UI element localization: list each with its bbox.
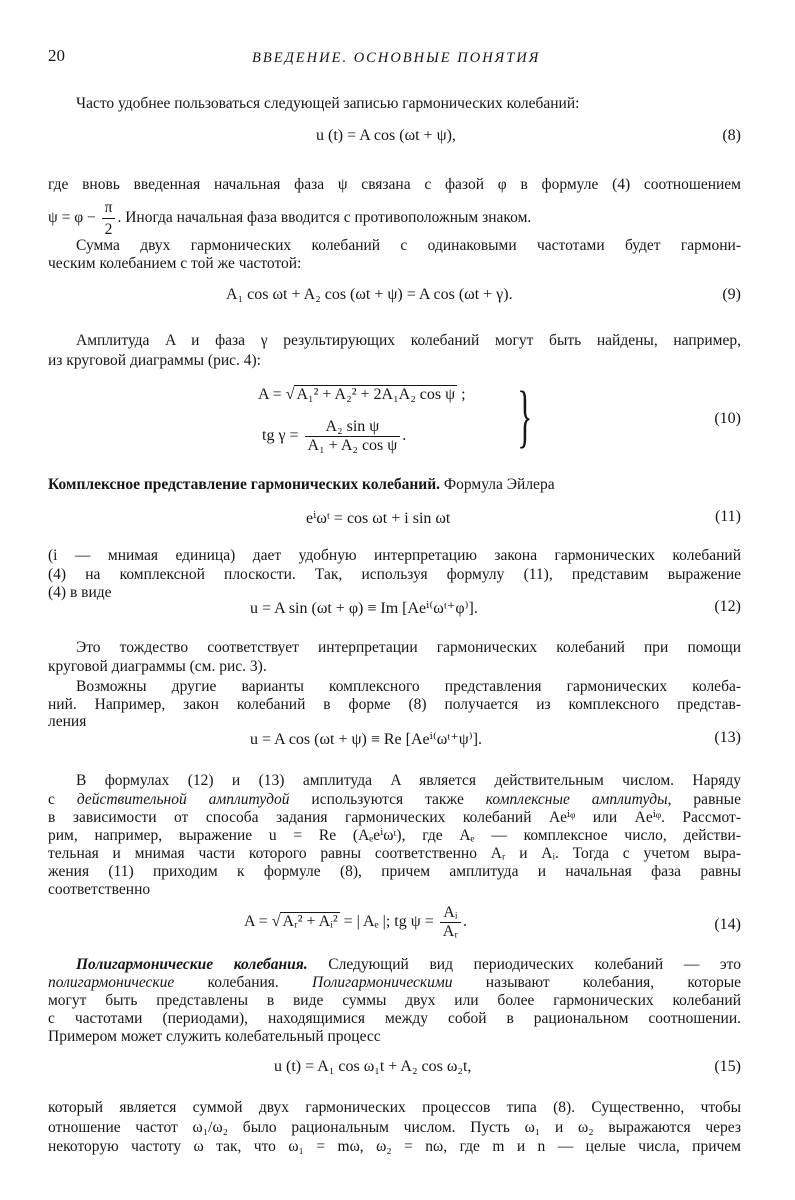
text-segment: колебания.: [174, 974, 313, 991]
equation-number-15: (15): [714, 1058, 741, 1075]
equation-part: ;: [457, 386, 466, 403]
text-line: Примером может служить колебательный процесс: [48, 1028, 381, 1045]
text-line: могут быть представлены в виде суммы двух или более гармонических колебаний: [48, 992, 741, 1009]
right-brace: }: [517, 378, 533, 455]
text-segment: с: [48, 791, 77, 808]
equation-9: A₁ cos ωt + A₂ cos (ωt + ψ) = A cos (ωt + γ).: [226, 286, 513, 303]
text-line: ний. Например, закон колебаний в форме (8) получается из комплексного представ-: [48, 696, 741, 713]
equation-number-14: (14): [714, 916, 741, 933]
text-line: Часто удобнее пользоваться следующей записью гармонических колебаний:: [76, 95, 580, 112]
text-line: с частотами (периодами), находящимися между собой в рациональном соотношении.: [48, 1010, 741, 1027]
equation-13: u = A cos (ωt + ψ) ≡ Re [Aeⁱ⁽ωᵗ⁺ψ⁾].: [250, 731, 483, 748]
equation-15: u (t) = A₁ cos ω₁t + A₂ cos ω₂t,: [274, 1058, 472, 1075]
equation-number-8: (8): [722, 127, 741, 144]
text-segment: называют колебания, которые: [452, 974, 741, 991]
square-root-content: Aᵣ² + Aᵢ²: [282, 913, 338, 931]
text-line: некоторую частоту ω так, что ω₁ = mω, ω₂ = nω, где m и n — целые числа, причем: [48, 1138, 741, 1155]
text-line: (i — мнимая единица) дает удобную интерпретацию закона гармонических колебаний: [48, 547, 741, 564]
equation-part: A = √: [244, 913, 281, 931]
page-number: 20: [48, 46, 65, 65]
text-line: ческим колебанием с той же частотой:: [48, 255, 302, 272]
equation-part: = | Aₑ |; tg ψ =: [339, 913, 438, 931]
text-segment: . Иногда начальная фаза вводится с противоположным знаком.: [117, 209, 532, 227]
text-segment: Следующий вид периодических колебаний — это: [307, 956, 741, 973]
equation-number-13: (13): [714, 729, 741, 746]
text-line: Сумма двух гармонических колебаний с одинаковыми частотами будет гармони-: [76, 237, 741, 254]
text-line: тельная и мнимая части которого равны соответственно Aᵣ и Aᵢ. Тогда с учетом выра-: [48, 845, 741, 862]
section-heading: Комплексное представление гармонических колебаний.: [48, 476, 441, 493]
text-line: Возможны другие варианты комплексного представления гармонических колеба-: [76, 678, 741, 695]
text-line: жения (11) приходим к формуле (8), причем амплитуда и начальная фаза равны: [48, 863, 741, 880]
fraction-numerator: A₂ sin ψ: [305, 418, 401, 437]
equation-10-amplitude: [258, 386, 466, 404]
fraction-numerator: π: [102, 197, 116, 219]
emphasis: Полигармоническими: [312, 974, 453, 991]
phase-relation: ψ = φ −: [48, 209, 100, 227]
text-line-with-fraction: [48, 197, 688, 240]
text-line: (4) на комплексной плоскости. Так, используя формулу (11), представим выражение: [48, 566, 741, 583]
text-segment: используются также: [289, 791, 486, 808]
equation-14: [244, 904, 467, 941]
equation-11: eⁱωᵗ = cos ωt + i sin ωt: [306, 510, 451, 527]
text-line: который является суммой двух гармонических процессов типа (8). Существенно, чтобы: [48, 1099, 741, 1116]
section-heading: Полигармонические колебания.: [76, 956, 308, 973]
text-line: Это тождество соответствует интерпретации гармонических колебаний при помощи: [76, 639, 741, 656]
phase-fraction: [305, 418, 401, 455]
text-line: соответственно: [48, 881, 151, 898]
text-line: Амплитуда A и фаза γ результирующих колебаний могут быть найдены, например,: [76, 332, 741, 349]
equation-part: .: [402, 427, 407, 445]
text-line: отношение частот ω₁/ω₂ было рациональным числом. Пусть ω₁ и ω₂ выражаются через: [48, 1119, 741, 1136]
emphasis: действительной амплитудой: [76, 791, 290, 808]
fraction-numerator: Aᵢ: [440, 904, 461, 923]
equation-part: tg γ =: [262, 427, 303, 445]
equation-number-12: (12): [714, 598, 741, 615]
equation-number-10: (10): [714, 410, 741, 427]
equation-12: u = A sin (ωt + φ) ≡ Im [Aeⁱ⁽ωᵗ⁺φ⁾].: [250, 600, 478, 617]
phase-fraction: [440, 904, 461, 941]
text-segment: Формула Эйлера: [440, 476, 555, 493]
text-line: круговой диаграммы (см. рис. 3).: [48, 658, 267, 675]
equation-number-11: (11): [714, 508, 741, 525]
text-line: в зависимости от способа задания гармонических колебаний Aeⁱᵠ или Aeⁱᵠ. Рассмот-: [48, 809, 741, 826]
fraction-denominator: Aᵣ: [442, 923, 458, 940]
text-line: где вновь введенная начальная фаза ψ связана с фазой φ в формуле (4) соотношением: [48, 176, 741, 193]
fraction-denominator: 2: [104, 221, 113, 238]
square-root-content: A₁² + A₂² + 2A₁A₂ cos ψ: [296, 386, 456, 403]
text-line: ления: [48, 713, 87, 730]
emphasis: комплексные амплитуды: [485, 791, 668, 808]
equation-8: u (t) = A cos (ωt + ψ),: [316, 127, 456, 144]
running-title: ВВЕДЕНИЕ. ОСНОВНЫЕ ПОНЯТИЯ: [252, 50, 541, 66]
text-line: (4) в виде: [48, 584, 112, 601]
emphasis: полигармонические: [48, 974, 175, 991]
equation-part: A = √: [258, 386, 295, 403]
text-line: из круговой диаграммы (рис. 4):: [48, 352, 261, 369]
text-line: В формулах (12) и (13) амплитуда A является действительным числом. Наряду: [76, 772, 741, 789]
pi-over-two-fraction: [102, 197, 116, 240]
equation-10-phase: [262, 418, 406, 455]
equation-part: .: [463, 913, 467, 931]
fraction-denominator: A₁ + A₂ cos ψ: [307, 437, 398, 454]
section-heading-line: [48, 474, 741, 495]
equation-number-9: (9): [722, 286, 741, 303]
text-line: рим, например, выражение u = Re (Aₑeⁱωᵗ), где Aₑ — комплексное число, действи-: [48, 827, 741, 844]
text-segment: , равные: [667, 791, 741, 808]
